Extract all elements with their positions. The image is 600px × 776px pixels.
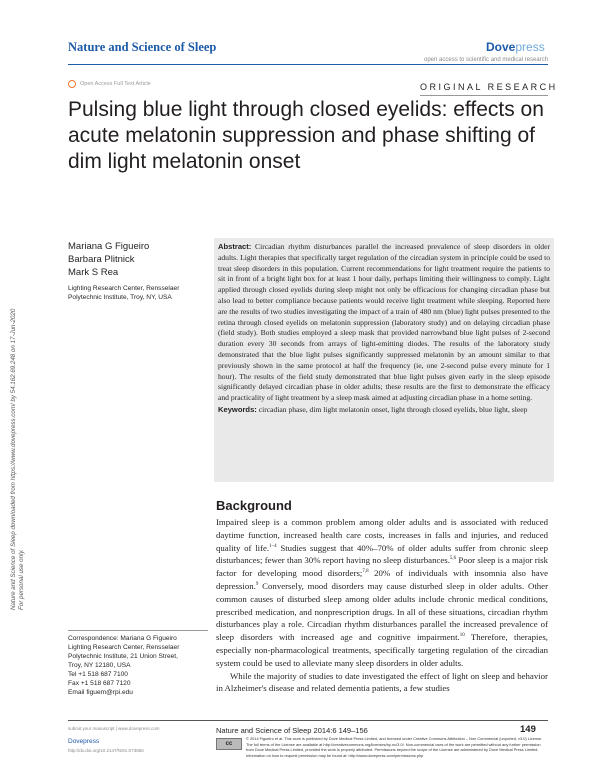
article-type-rule: [420, 95, 548, 96]
submit-manuscript-link[interactable]: submit your manuscript | www.dovepress.com: [68, 726, 160, 731]
abstract-label: Abstract:: [218, 242, 252, 251]
correspondence-fax: Fax +1 518 687 7120: [68, 680, 131, 687]
affiliation: Lighting Research Center, Rensselaer Polytechnic Institute, Troy, NY, USA: [68, 285, 180, 301]
publisher-logo-press: press: [515, 40, 545, 54]
open-access-icon: [68, 80, 76, 88]
body-text: [216, 516, 548, 695]
doi-link[interactable]: http://dx.doi.org/10.2147/NSS.S73856: [68, 748, 144, 753]
author-name[interactable]: Mark S Rea: [68, 267, 119, 278]
sidenote-line1: Nature and Science of Sleep downloaded from https://www.dovepress.com/ by 54.162.69.248 on 17-Jun-2020: [10, 308, 17, 610]
correspondence-address: Polytechnic Institute, 21 Union Street,: [68, 653, 178, 660]
paragraph: Impaired sleep is a common problem among older adults and is associated with reduced daytime function, increased health care costs, increases in falls and injuries, and reduced quality of life.$^{1-4}$ Studies suggest that 40%–70% of older adults suffer from chronic sleep disturbances; fewer than 30% report having no sleep disturbances.$^{5,6}$ Poor sleep is a major risk factor for developing mood disorders;$^{7,8}$ 20% of individuals with insomnia also have depression.$^9$ Conversely, mood disorders may cause disturbed sleep in older adults. Other common causes of disturbed sleep among older adults include chronic medical conditions, prescribed medication, and nonprescription drugs. In all of these situations, circadian rhythm disturbances play a role. Circadian rhythm disturbances parallel the increased prevalence of sleep disorders with increased age and cognitive impairment.$^{10}$ Therefore, therapies, especially non-pharmacological treatments, specifically targeting regulation of the circadian system could be used to alleviate many sleep disorders in older adults.: [216, 517, 548, 668]
author-list: [68, 240, 149, 279]
correspondence: [68, 634, 218, 697]
publisher-logo[interactable]: [486, 40, 545, 54]
footer-citation: Nature and Science of Sleep 2014:6 149–156: [216, 726, 368, 735]
citation-ref[interactable]: 7,8: [362, 569, 369, 575]
correspondence-rule: [68, 630, 208, 631]
sidenote-line2: For personal use only.: [18, 549, 25, 610]
abstract-text: Circadian rhythm disturbances parallel the increased prevalence of sleep disorders in older adults. Light therapies that specifically target regulation of the circadian system in principle could be used to treat sleep disorders in this population. Current recommendations for light treatment require the patients to sit in front of a bright light box for at least 1 hour daily, perhaps limiting their willingness to comply. Light applied through closed eyelids during sleep might not only be efficacious for changing circadian phase but also lead to better compliance because patients would receive light treatment while sleeping. Reported here are the results of two studies investigating the impact of a train of 480 nm (blue) light pulses presented to the retina through closed eyelids on melatonin suppression (laboratory study) and on delaying circadian phase (field study). Both studies employed a sleep mask that provided narrowband blue light pulses of 2-second duration every 30 seconds from arrays of light-emitting diodes. The results of the laboratory study demonstrated that the blue light pulses significantly suppressed melatonin by an amount similar to that previously shown in the same protocol at half the frequency (ie, one 2-second pulse every minute for 1 hour). The results of the field study demonstrated that blue light pulses given early in the sleep episode significantly delayed circadian phase in older adults; these results are the first to demonstrate the efficacy and practicality of light treatment by a sleep mask aimed at adjusting circadian phase in a home setting.: [218, 242, 550, 403]
author-name[interactable]: Mariana G Figueiro: [68, 241, 150, 252]
publisher-tagline: open access to scientific and medical research: [424, 57, 549, 63]
author-name[interactable]: Barbara Plitnick: [68, 254, 135, 265]
footer-rule: [68, 720, 548, 721]
paragraph: While the majority of studies to date investigated the effect of light on sleep and behavior in Alzheimer's disease and related dementia patients, a few studies: [216, 670, 548, 694]
creative-commons-icon[interactable]: cc: [216, 738, 242, 750]
download-sidenote: [4, 150, 24, 620]
open-access-text: Open Access Full Text Article: [80, 81, 151, 87]
correspondence-label: Correspondence: Mariana G Figueiro: [68, 635, 177, 642]
citation-ref[interactable]: 10: [459, 633, 465, 639]
correspondence-address: Lighting Research Center, Rensselaer: [68, 644, 180, 651]
correspondence-tel: Tel +1 518 687 7100: [68, 671, 128, 678]
citation-ref[interactable]: 9: [255, 582, 259, 588]
correspondence-address: Troy, NY 12180, USA: [68, 662, 131, 669]
article-title: Pulsing blue light through closed eyelids: effects on acute melatonin suppression and phase shifting of dim light melatonin onset: [68, 98, 544, 173]
journal-name: Nature and Science of Sleep: [68, 40, 217, 54]
header-rule: [68, 64, 548, 65]
publisher-logo-dove: Dove: [486, 40, 516, 54]
footer-publisher-logo[interactable]: Dovepress: [68, 738, 100, 745]
abstract: [218, 242, 550, 416]
citation-ref[interactable]: 5,6: [449, 556, 457, 562]
correspondence-email[interactable]: Email figuem@rpi.edu: [68, 689, 133, 696]
page-number: 149: [520, 724, 536, 735]
section-heading-background: Background: [216, 498, 292, 513]
citation-ref[interactable]: 1–4: [269, 543, 277, 549]
article-type: ORIGINAL RESEARCH: [420, 82, 558, 92]
keywords-label: Keywords:: [218, 404, 257, 414]
open-access-label: [68, 80, 151, 88]
keywords-text: circadian phase, dim light melatonin onset, light through closed eyelids, blue light, sleep: [258, 404, 528, 414]
license-text: © 2014 Figueiro et al. This work is published by Dove Medical Press Limited, and licensed under Creative Commons Attribution – Non Commercial (unported, v3.0) License. The full terms of the License are available at http://creativecommons.org/licenses/by-nc/3.0/. Non-commercial uses of the work are permitted without any further permission from Dove Medical Press Limited, provided the work is properly attributed. Permissions beyond the scope of the License are administered by Dove Medical Press Limited. Information on how to request permission may be found at: http://www.dovepress.com/permissions.php: [246, 736, 543, 758]
